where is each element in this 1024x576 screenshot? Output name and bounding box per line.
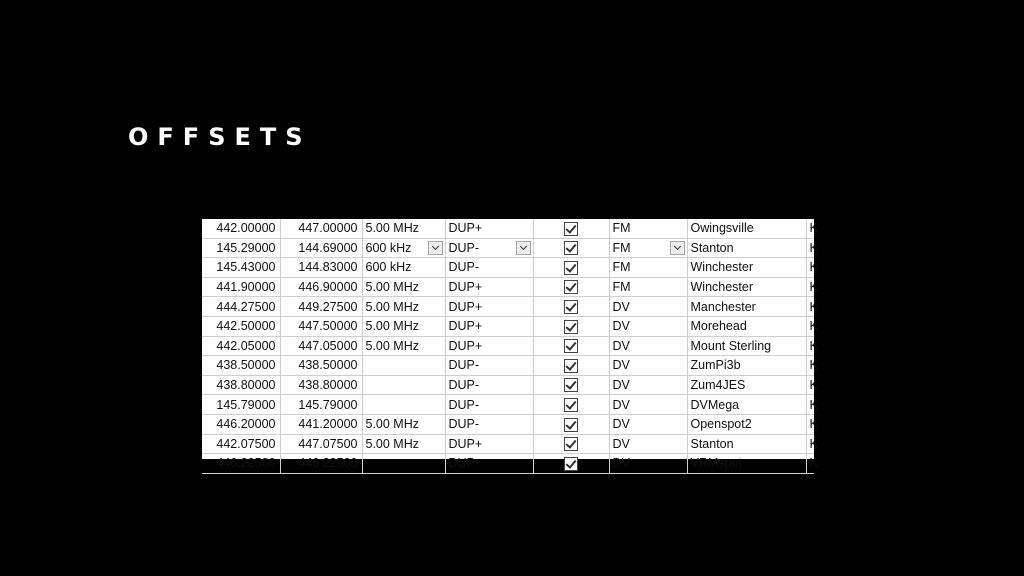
checkbox-checked-icon[interactable]: [564, 359, 578, 373]
name-cell[interactable]: [687, 238, 806, 258]
duplex-text: DUP-: [448, 358, 480, 373]
tx-frequency-cell[interactable]: [280, 434, 362, 454]
name-text: Winchester: [690, 260, 754, 275]
table-row[interactable]: [202, 316, 814, 336]
duplex-text: DUP-: [448, 240, 480, 255]
offset-text: 5.00 MHz: [365, 417, 419, 432]
table-row[interactable]: [202, 277, 814, 297]
duplex-cell[interactable]: [445, 219, 533, 238]
channel-table: [202, 219, 818, 474]
rx-frequency-cell[interactable]: [202, 297, 280, 317]
tx-frequency-cell[interactable]: [280, 258, 362, 278]
mode-cell[interactable]: [609, 336, 687, 356]
name-text: Zum4JES: [690, 378, 746, 393]
offset-cell[interactable]: [362, 434, 445, 454]
offset-cell[interactable]: [362, 414, 445, 434]
extra-cell[interactable]: [806, 356, 818, 376]
rx-frequency-cell[interactable]: [202, 414, 280, 434]
name-text: DVMega: [690, 397, 740, 412]
duplex-cell[interactable]: [445, 277, 533, 297]
chevron-down-icon[interactable]: [516, 241, 531, 255]
name-cell[interactable]: [687, 375, 806, 395]
duplex-cell[interactable]: [445, 238, 533, 258]
mode-text: DV: [612, 397, 630, 412]
duplex-text: DUP+: [448, 436, 483, 451]
duplex-cell[interactable]: [445, 336, 533, 356]
offset-text: 5.00 MHz: [365, 338, 419, 353]
mode-text: FM: [612, 280, 631, 295]
name-text: Stanton: [690, 240, 734, 255]
tx-frequency-cell[interactable]: [280, 219, 362, 238]
tx-frequency-text: 449.27500: [298, 299, 358, 314]
duplex-text: DUP-: [448, 378, 480, 393]
checkbox-checked-icon[interactable]: [564, 261, 578, 275]
rx-frequency-text: 145.43000: [216, 260, 276, 275]
extra-cell[interactable]: [806, 454, 818, 474]
offset-text: 5.00 MHz: [365, 319, 419, 334]
checkbox-checked-icon[interactable]: [564, 398, 578, 412]
offset-cell[interactable]: [362, 395, 445, 415]
offset-cell[interactable]: [362, 316, 445, 336]
extra-cell[interactable]: [806, 238, 818, 258]
enabled-cell[interactable]: [533, 336, 609, 356]
tx-frequency-text: 446.90000: [298, 280, 358, 295]
offset-text: 600 kHz: [365, 260, 412, 275]
offset-cell[interactable]: [362, 336, 445, 356]
tx-frequency-cell[interactable]: [280, 316, 362, 336]
enabled-cell[interactable]: [533, 395, 609, 415]
extra-text: K: [809, 299, 818, 314]
rx-frequency-text: 444.27500: [216, 299, 276, 314]
checkbox-checked-icon[interactable]: [564, 280, 578, 294]
name-text: Openspot2: [690, 417, 752, 432]
table-row[interactable]: [202, 219, 814, 238]
duplex-text: DUP-: [448, 397, 480, 412]
tx-frequency-text: 447.07500: [298, 436, 358, 451]
extra-cell[interactable]: [806, 297, 818, 317]
rx-frequency-cell[interactable]: [202, 316, 280, 336]
extra-cell[interactable]: [806, 316, 818, 336]
mode-text: DV: [612, 319, 630, 334]
mode-cell[interactable]: [609, 356, 687, 376]
rx-frequency-text: 442.50000: [216, 319, 276, 334]
rx-frequency-cell[interactable]: [202, 356, 280, 376]
offset-cell[interactable]: [362, 258, 445, 278]
table-row[interactable]: [202, 336, 814, 356]
checkbox-checked-icon[interactable]: [564, 339, 578, 353]
extra-text: K: [809, 436, 818, 451]
mode-text: DV: [612, 378, 630, 393]
rx-frequency-cell[interactable]: [202, 277, 280, 297]
mode-text: DV: [612, 436, 630, 451]
duplex-cell[interactable]: [445, 395, 533, 415]
offset-cell[interactable]: [362, 375, 445, 395]
tx-frequency-cell[interactable]: [280, 454, 362, 474]
name-cell[interactable]: [687, 414, 806, 434]
checkbox-checked-icon[interactable]: [564, 222, 578, 236]
mode-cell[interactable]: [609, 434, 687, 454]
table-row[interactable]: [202, 238, 814, 258]
duplex-cell[interactable]: [445, 258, 533, 278]
tx-frequency-text: 144.69000: [298, 240, 358, 255]
rx-frequency-cell[interactable]: [202, 336, 280, 356]
table-row[interactable]: [202, 297, 814, 317]
extra-cell[interactable]: [806, 414, 818, 434]
enabled-cell[interactable]: [533, 219, 609, 238]
duplex-text: DUP+: [448, 221, 483, 236]
mode-text: DV: [612, 358, 630, 373]
duplex-text: DUP-: [448, 456, 480, 471]
rx-frequency-text: 446.22500: [216, 456, 276, 471]
extra-cell[interactable]: [806, 277, 818, 297]
slide-title: OFFSETS: [128, 123, 312, 151]
rx-frequency-text: 442.00000: [216, 221, 276, 236]
name-cell[interactable]: [687, 277, 806, 297]
tx-frequency-text: 447.05000: [298, 338, 358, 353]
mode-text: DV: [612, 338, 630, 353]
name-cell[interactable]: [687, 219, 806, 238]
table-row[interactable]: [202, 258, 814, 278]
offset-cell[interactable]: [362, 277, 445, 297]
tx-frequency-text: 446.22500: [298, 456, 358, 471]
mode-text: DV: [612, 417, 630, 432]
checkbox-checked-icon[interactable]: [564, 437, 578, 451]
duplex-cell[interactable]: [445, 434, 533, 454]
extra-text: K: [809, 417, 818, 432]
duplex-cell[interactable]: [445, 375, 533, 395]
name-text: VRMspot: [690, 456, 742, 471]
table-row[interactable]: [202, 454, 814, 474]
mode-text: DV: [612, 456, 630, 471]
mode-text: FM: [612, 260, 631, 275]
enabled-cell[interactable]: [533, 316, 609, 336]
mode-text: FM: [612, 221, 631, 236]
name-cell[interactable]: [687, 395, 806, 415]
extra-cell[interactable]: [806, 434, 818, 454]
rx-frequency-cell[interactable]: [202, 454, 280, 474]
rx-frequency-text: 442.05000: [216, 338, 276, 353]
offset-cell[interactable]: [362, 356, 445, 376]
checkbox-checked-icon[interactable]: [564, 378, 578, 392]
extra-cell[interactable]: [806, 336, 818, 356]
extra-text: K: [809, 397, 818, 412]
duplex-cell[interactable]: [445, 297, 533, 317]
name-cell[interactable]: [687, 336, 806, 356]
enabled-cell[interactable]: [533, 258, 609, 278]
duplex-text: DUP-: [448, 417, 480, 432]
offset-text: 5.00 MHz: [365, 280, 419, 295]
extra-text: K: [809, 240, 818, 255]
tx-frequency-cell[interactable]: [280, 336, 362, 356]
enabled-cell[interactable]: [533, 375, 609, 395]
extra-text: K: [809, 221, 818, 236]
offset-cell[interactable]: [362, 219, 445, 238]
mode-cell[interactable]: [609, 375, 687, 395]
duplex-text: DUP+: [448, 338, 483, 353]
table-row[interactable]: [202, 434, 814, 454]
name-cell[interactable]: [687, 316, 806, 336]
extra-cell[interactable]: [806, 258, 818, 278]
extra-cell[interactable]: [806, 375, 818, 395]
mode-text: FM: [612, 240, 631, 255]
tx-frequency-text: 438.80000: [298, 378, 358, 393]
extra-text: K: [809, 280, 818, 295]
name-text: Owingsville: [690, 221, 754, 236]
mode-cell[interactable]: [609, 454, 687, 474]
offset-text: 5.00 MHz: [365, 436, 419, 451]
offset-cell[interactable]: [362, 297, 445, 317]
table-row[interactable]: [202, 395, 814, 415]
offset-text: 600 kHz: [365, 240, 412, 255]
rx-frequency-text: 446.20000: [216, 417, 276, 432]
enabled-cell[interactable]: [533, 414, 609, 434]
name-text: ZumPi3b: [690, 358, 741, 373]
offset-cell[interactable]: [362, 454, 445, 474]
checkbox-checked-icon[interactable]: [564, 418, 578, 432]
tx-frequency-cell[interactable]: [280, 277, 362, 297]
enabled-cell[interactable]: [533, 277, 609, 297]
duplex-text: DUP-: [448, 260, 480, 275]
tx-frequency-text: 447.00000: [298, 221, 358, 236]
tx-frequency-cell[interactable]: [280, 356, 362, 376]
name-text: Stanton: [690, 436, 734, 451]
name-text: Manchester: [690, 299, 756, 314]
name-text: Morehead: [690, 319, 747, 334]
extra-text: K: [809, 456, 818, 471]
rx-frequency-text: 442.07500: [216, 436, 276, 451]
extra-cell[interactable]: [806, 395, 818, 415]
name-text: Winchester: [690, 280, 754, 295]
table-row[interactable]: [202, 414, 814, 434]
rx-frequency-text: 438.50000: [216, 358, 276, 373]
extra-text: K: [809, 260, 818, 275]
chevron-down-icon[interactable]: [670, 241, 685, 255]
tx-frequency-text: 144.83000: [298, 260, 358, 275]
rx-frequency-text: 145.29000: [216, 240, 276, 255]
offset-text: 5.00 MHz: [365, 299, 419, 314]
tx-frequency-text: 438.50000: [298, 358, 358, 373]
enabled-cell[interactable]: [533, 238, 609, 258]
duplex-cell[interactable]: [445, 414, 533, 434]
enabled-cell[interactable]: [533, 454, 609, 474]
name-cell[interactable]: [687, 258, 806, 278]
enabled-cell[interactable]: [533, 297, 609, 317]
duplex-cell[interactable]: [445, 454, 533, 474]
extra-cell[interactable]: [806, 219, 818, 238]
mode-cell[interactable]: [609, 277, 687, 297]
rx-frequency-cell[interactable]: [202, 238, 280, 258]
checkbox-checked-icon[interactable]: [564, 320, 578, 334]
name-cell[interactable]: [687, 434, 806, 454]
rx-frequency-text: 438.80000: [216, 378, 276, 393]
mode-text: DV: [612, 299, 630, 314]
tx-frequency-text: 145.79000: [298, 397, 358, 412]
mode-cell[interactable]: [609, 414, 687, 434]
mode-cell[interactable]: [609, 219, 687, 238]
rx-frequency-text: 441.90000: [216, 280, 276, 295]
mode-cell[interactable]: [609, 258, 687, 278]
mode-cell[interactable]: [609, 297, 687, 317]
table-row[interactable]: [202, 356, 814, 376]
mode-cell[interactable]: [609, 316, 687, 336]
extra-text: K: [809, 319, 818, 334]
extra-text: K: [809, 378, 818, 393]
tx-frequency-text: 441.20000: [298, 417, 358, 432]
extra-text: K: [809, 338, 818, 353]
duplex-cell[interactable]: [445, 356, 533, 376]
rx-frequency-cell[interactable]: [202, 375, 280, 395]
extra-text: K: [809, 358, 818, 373]
offset-cell[interactable]: [362, 238, 445, 258]
checkbox-checked-icon[interactable]: [564, 241, 578, 255]
table-row[interactable]: [202, 375, 814, 395]
memory-channel-grid: [202, 219, 818, 471]
tx-frequency-text: 447.50000: [298, 319, 358, 334]
checkbox-checked-icon[interactable]: [564, 457, 578, 471]
tx-frequency-cell[interactable]: [280, 395, 362, 415]
rx-frequency-cell[interactable]: [202, 434, 280, 454]
tx-frequency-cell[interactable]: [280, 414, 362, 434]
checkbox-checked-icon[interactable]: [564, 300, 578, 314]
offset-text: 5.00 MHz: [365, 221, 419, 236]
rx-frequency-cell[interactable]: [202, 219, 280, 238]
duplex-text: DUP+: [448, 299, 483, 314]
mode-cell[interactable]: [609, 238, 687, 258]
duplex-cell[interactable]: [445, 316, 533, 336]
duplex-text: DUP+: [448, 319, 483, 334]
enabled-cell[interactable]: [533, 434, 609, 454]
tx-frequency-cell[interactable]: [280, 297, 362, 317]
rx-frequency-cell[interactable]: [202, 395, 280, 415]
name-cell[interactable]: [687, 356, 806, 376]
name-text: Mount Sterling: [690, 338, 772, 353]
enabled-cell[interactable]: [533, 356, 609, 376]
name-cell[interactable]: [687, 454, 806, 474]
rx-frequency-text: 145.79000: [216, 397, 276, 412]
rx-frequency-cell[interactable]: [202, 258, 280, 278]
name-cell[interactable]: [687, 297, 806, 317]
tx-frequency-cell[interactable]: [280, 375, 362, 395]
duplex-text: DUP+: [448, 280, 483, 295]
chevron-down-icon[interactable]: [428, 241, 443, 255]
mode-cell[interactable]: [609, 395, 687, 415]
tx-frequency-cell[interactable]: [280, 238, 362, 258]
